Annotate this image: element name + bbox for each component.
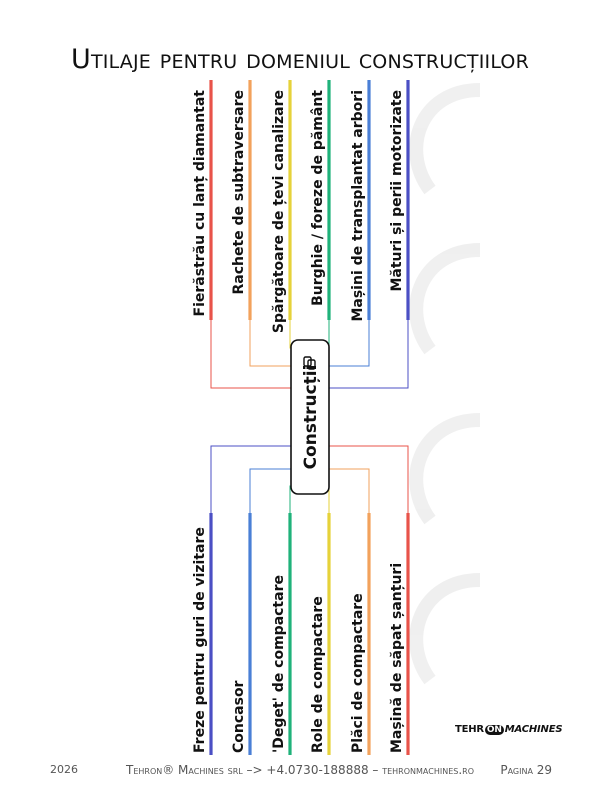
top-branch-label-2[interactable]: Rachete de subtraversare [231, 90, 247, 295]
logo-part2: ON [486, 725, 502, 735]
bottom-branch-label-1[interactable]: Freze pentru guri de vizitare [192, 527, 208, 753]
logo-part3: MACHINES [504, 724, 563, 735]
bottom-branch-label-2[interactable]: Concasor [231, 680, 247, 753]
company-logo [455, 724, 562, 735]
footer-year: 2026 [50, 763, 78, 776]
bottom-branch-connector-2 [250, 469, 291, 513]
top-branch-label-5[interactable]: Mașini de transplantat arbori [350, 90, 366, 322]
bottom-branch-label-4[interactable]: Role de compactare [310, 596, 326, 753]
footer-page: Pagina 29 [500, 763, 552, 777]
center-label: Construcții [301, 364, 321, 470]
top-branch-label-6[interactable]: Mături și perii motorizate [389, 90, 405, 292]
top-branch-label-1[interactable]: Fierăstrău cu lanț diamantat [192, 90, 208, 317]
bottom-branch-connector-5 [329, 469, 369, 513]
top-branch-label-3[interactable]: Spărgătoare de țevi canalizare [271, 90, 287, 334]
logo-part1: TEHR [455, 724, 484, 735]
bottom-branch-connector-1 [211, 446, 291, 513]
bottom-branch-label-6[interactable]: Mașină de săpat șanțuri [389, 562, 405, 753]
center-node[interactable] [291, 340, 329, 494]
watermark-logo [416, 90, 480, 680]
footer-company: Tehron® Machines srl –> +4.0730-188888 – tehronmachines.ro [126, 763, 474, 777]
top-branch-label-4[interactable]: Burghie / foreze de pământ [310, 90, 326, 306]
page-title: Utilaje pentru domeniul construcțiilor [71, 44, 529, 75]
bottom-branch-label-5[interactable]: Plăci de compactare [350, 593, 366, 753]
top-branch-connector-3 [290, 320, 291, 348]
top-branch-connector-5 [329, 320, 369, 366]
bottom-branch-label-3[interactable]: 'Deget' de compactare [271, 575, 287, 753]
